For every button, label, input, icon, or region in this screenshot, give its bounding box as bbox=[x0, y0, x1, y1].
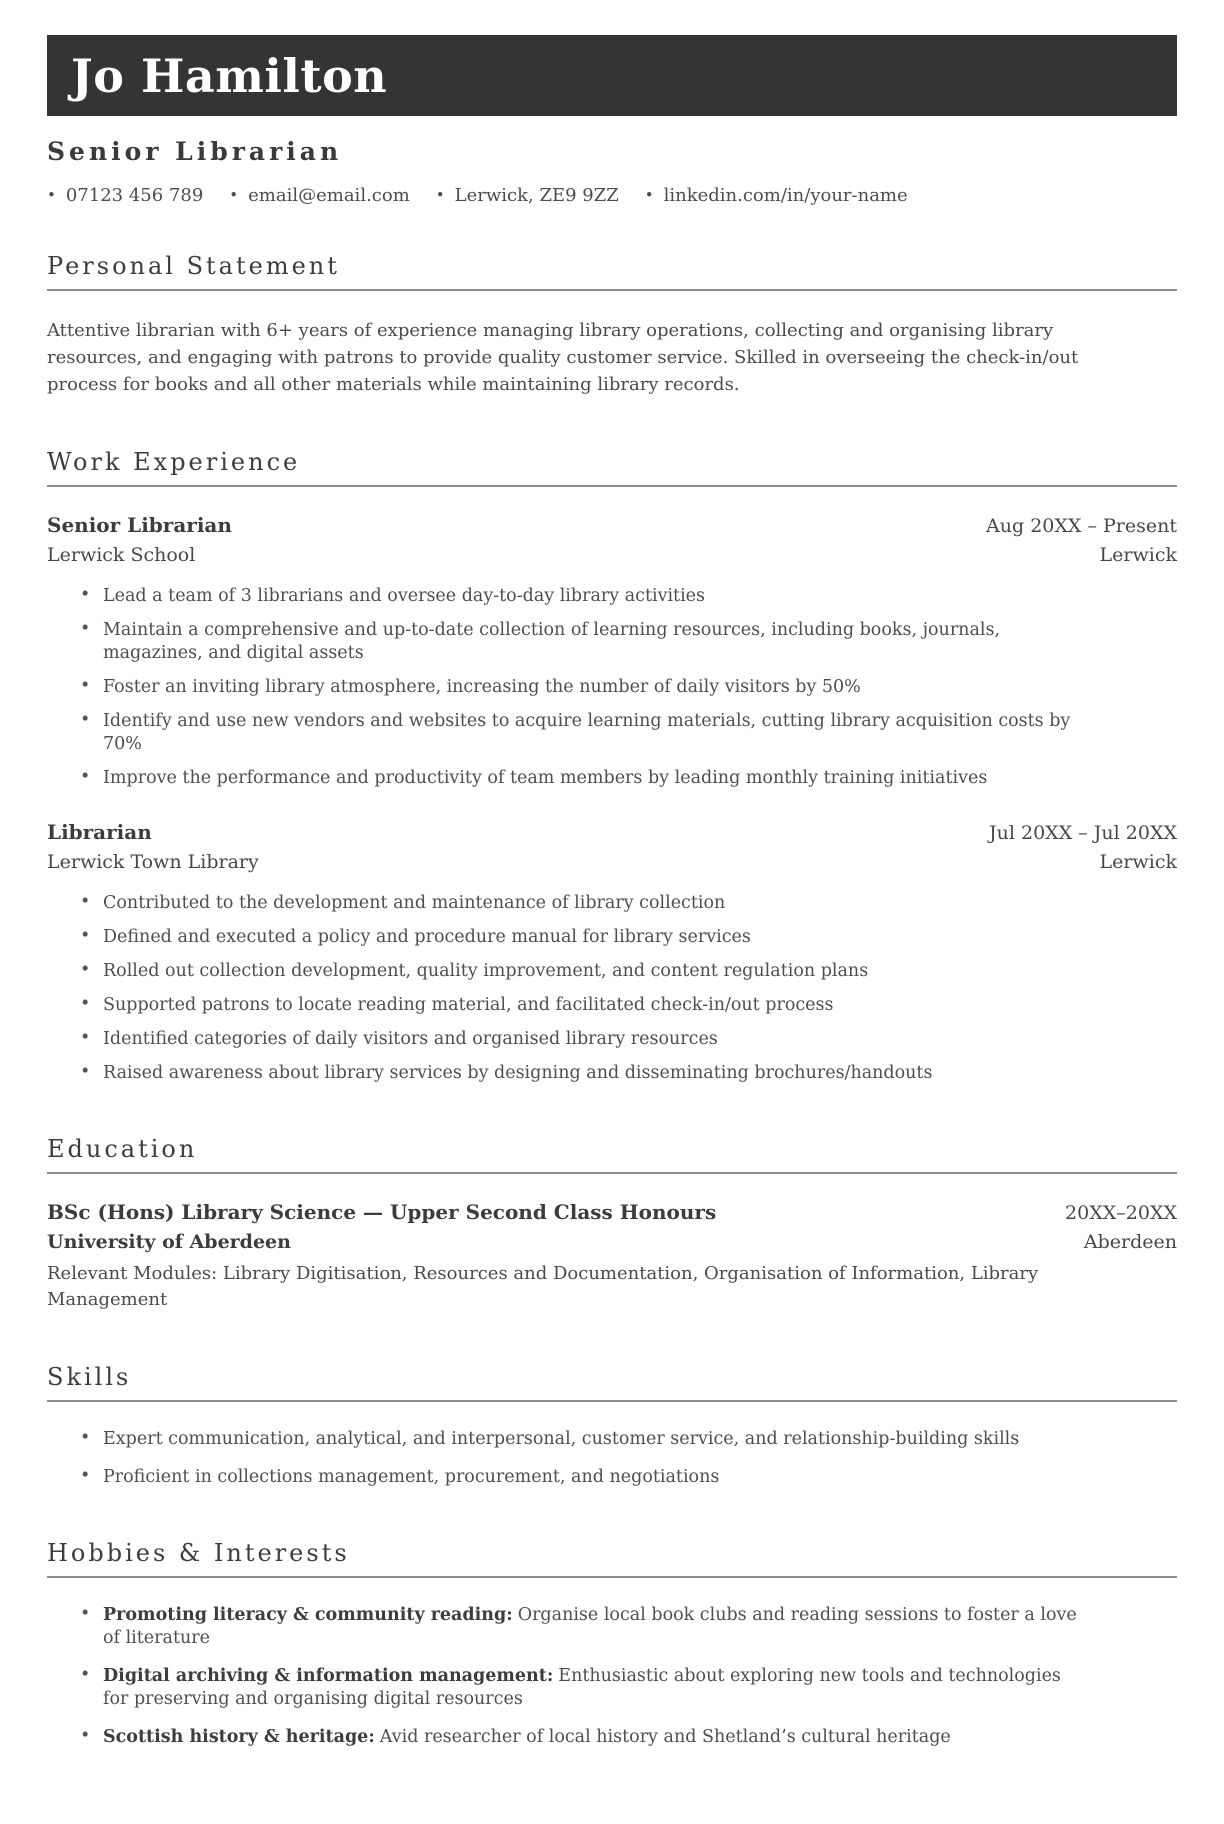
hobby-text: Organise local book clubs and reading sessions to foster a love of literature bbox=[103, 1605, 1077, 1648]
bullet-separator-icon: • bbox=[644, 186, 654, 204]
job-bullet: • Supported patrons to locate reading material, and facilitated check-in/out process bbox=[80, 994, 1085, 1017]
job-title: Librarian bbox=[47, 820, 152, 844]
work-experience-heading: Work Experience bbox=[47, 448, 1177, 487]
candidate-name: Jo Hamilton bbox=[71, 48, 388, 103]
job-bullet: • Rolled out collection development, quality improvement, and content regulation plans bbox=[80, 960, 1085, 983]
contact-linkedin-text: linkedin.com/in/your-name bbox=[663, 185, 908, 206]
job-entry-librarian bbox=[47, 820, 1177, 1085]
job-bullet: • Foster an inviting library atmosphere, increasing the number of daily visitors by 50% bbox=[80, 676, 1085, 699]
contact-item-linkedin bbox=[645, 185, 908, 206]
section-personal-statement bbox=[47, 252, 1177, 398]
contact-item-email bbox=[229, 185, 410, 206]
personal-statement-text: Attentive librarian with 6+ years of experience managing library operations, collecting and organising library resources, and engaging with patrons to provide quality customer service. Skilled in overseeing the check-in/out process for books and all other materials while maintaining library records. bbox=[47, 320, 1079, 395]
job-bullet: • Maintain a comprehensive and up-to-date collection of learning resources, including books, journals, magazines, and digital assets bbox=[80, 619, 1085, 665]
job-company-row bbox=[47, 851, 1177, 873]
bullet-separator-icon: • bbox=[47, 186, 56, 204]
candidate-job-title: Senior Librarian bbox=[47, 137, 343, 166]
job-company-row bbox=[47, 544, 1177, 566]
job-bullet: • Raised awareness about library services by designing and disseminating brochures/handouts bbox=[80, 1062, 1085, 1085]
hobby-item bbox=[80, 1604, 1085, 1650]
education-degree: BSc (Hons) Library Science — Upper Second Class Honours bbox=[47, 1200, 717, 1224]
education-entry bbox=[47, 1200, 1177, 1313]
job-dates: Jul 20XX – Jul 20XX bbox=[989, 822, 1177, 844]
skills-list bbox=[47, 1428, 1177, 1489]
job-location: Lerwick bbox=[1099, 544, 1177, 566]
contact-email-text: email@email.com bbox=[248, 185, 410, 206]
job-bullet: • Lead a team of 3 librarians and oversee day-to-day library activities bbox=[80, 585, 1085, 608]
hobby-text: Enthusiastic about exploring new tools and technologies for preserving and organising digital resources bbox=[103, 1666, 1061, 1709]
name-banner bbox=[47, 35, 1177, 116]
hobbies-heading: Hobbies & Interests bbox=[47, 1539, 1177, 1578]
section-hobbies bbox=[47, 1539, 1177, 1749]
hobby-label: Digital archiving & information management: bbox=[103, 1666, 554, 1686]
job-bullet-list bbox=[47, 892, 1177, 1085]
skill-item: • Expert communication, analytical, and interpersonal, customer service, and relationship-building skills bbox=[80, 1428, 1085, 1451]
skill-item: • Proficient in collections management, procurement, and negotiations bbox=[80, 1466, 1085, 1489]
resume-header bbox=[47, 35, 1177, 206]
job-company: Lerwick School bbox=[47, 544, 196, 566]
education-heading: Education bbox=[47, 1135, 1177, 1174]
section-work-experience bbox=[47, 448, 1177, 1085]
education-modules: Relevant Modules: Library Digitisation, Resources and Documentation, Organisation of Information, Library Management bbox=[47, 1263, 1039, 1310]
contact-location-text: Lerwick, ZE9 9ZZ bbox=[454, 185, 619, 206]
job-title-row bbox=[47, 820, 1177, 844]
education-location: Aberdeen bbox=[1083, 1231, 1177, 1253]
bullet-separator-icon: • bbox=[435, 186, 445, 204]
job-dates: Aug 20XX – Present bbox=[986, 515, 1177, 537]
job-bullet: • Identified categories of daily visitors and organised library resources bbox=[80, 1028, 1085, 1051]
contact-item-location bbox=[436, 185, 619, 206]
bullet-separator-icon: • bbox=[229, 186, 239, 204]
hobby-label: Scottish history & heritage: bbox=[103, 1727, 375, 1747]
education-degree-row bbox=[47, 1200, 1177, 1224]
job-bullet: • Defined and executed a policy and procedure manual for library services bbox=[80, 926, 1085, 949]
job-bullet-list bbox=[47, 585, 1177, 790]
education-school-row bbox=[47, 1231, 1177, 1253]
job-company: Lerwick Town Library bbox=[47, 851, 259, 873]
section-education bbox=[47, 1135, 1177, 1313]
contact-item-phone bbox=[47, 185, 203, 206]
personal-statement-heading: Personal Statement bbox=[47, 252, 1177, 291]
job-title: Senior Librarian bbox=[47, 513, 232, 537]
job-title-row bbox=[47, 513, 1177, 537]
hobby-label: Promoting literacy & community reading: bbox=[103, 1605, 513, 1625]
hobbies-list bbox=[47, 1604, 1177, 1749]
job-entry-senior-librarian bbox=[47, 513, 1177, 790]
job-bullet: • Identify and use new vendors and websites to acquire learning materials, cutting library acquisition costs by 70% bbox=[80, 710, 1085, 756]
hobby-text: Avid researcher of local history and Shetland’s cultural heritage bbox=[379, 1727, 951, 1747]
job-bullet: • Improve the performance and productivity of team members by leading monthly training initiatives bbox=[80, 767, 1085, 790]
job-location: Lerwick bbox=[1099, 851, 1177, 873]
section-skills bbox=[47, 1363, 1177, 1489]
skills-heading: Skills bbox=[47, 1363, 1177, 1402]
contact-phone-text: 07123 456 789 bbox=[65, 185, 204, 206]
education-school: University of Aberdeen bbox=[47, 1231, 291, 1253]
education-dates: 20XX–20XX bbox=[1065, 1202, 1177, 1224]
job-bullet: • Contributed to the development and maintenance of library collection bbox=[80, 892, 1085, 915]
hobby-item bbox=[80, 1726, 1085, 1749]
contact-row bbox=[47, 185, 1177, 206]
hobby-item bbox=[80, 1665, 1085, 1711]
